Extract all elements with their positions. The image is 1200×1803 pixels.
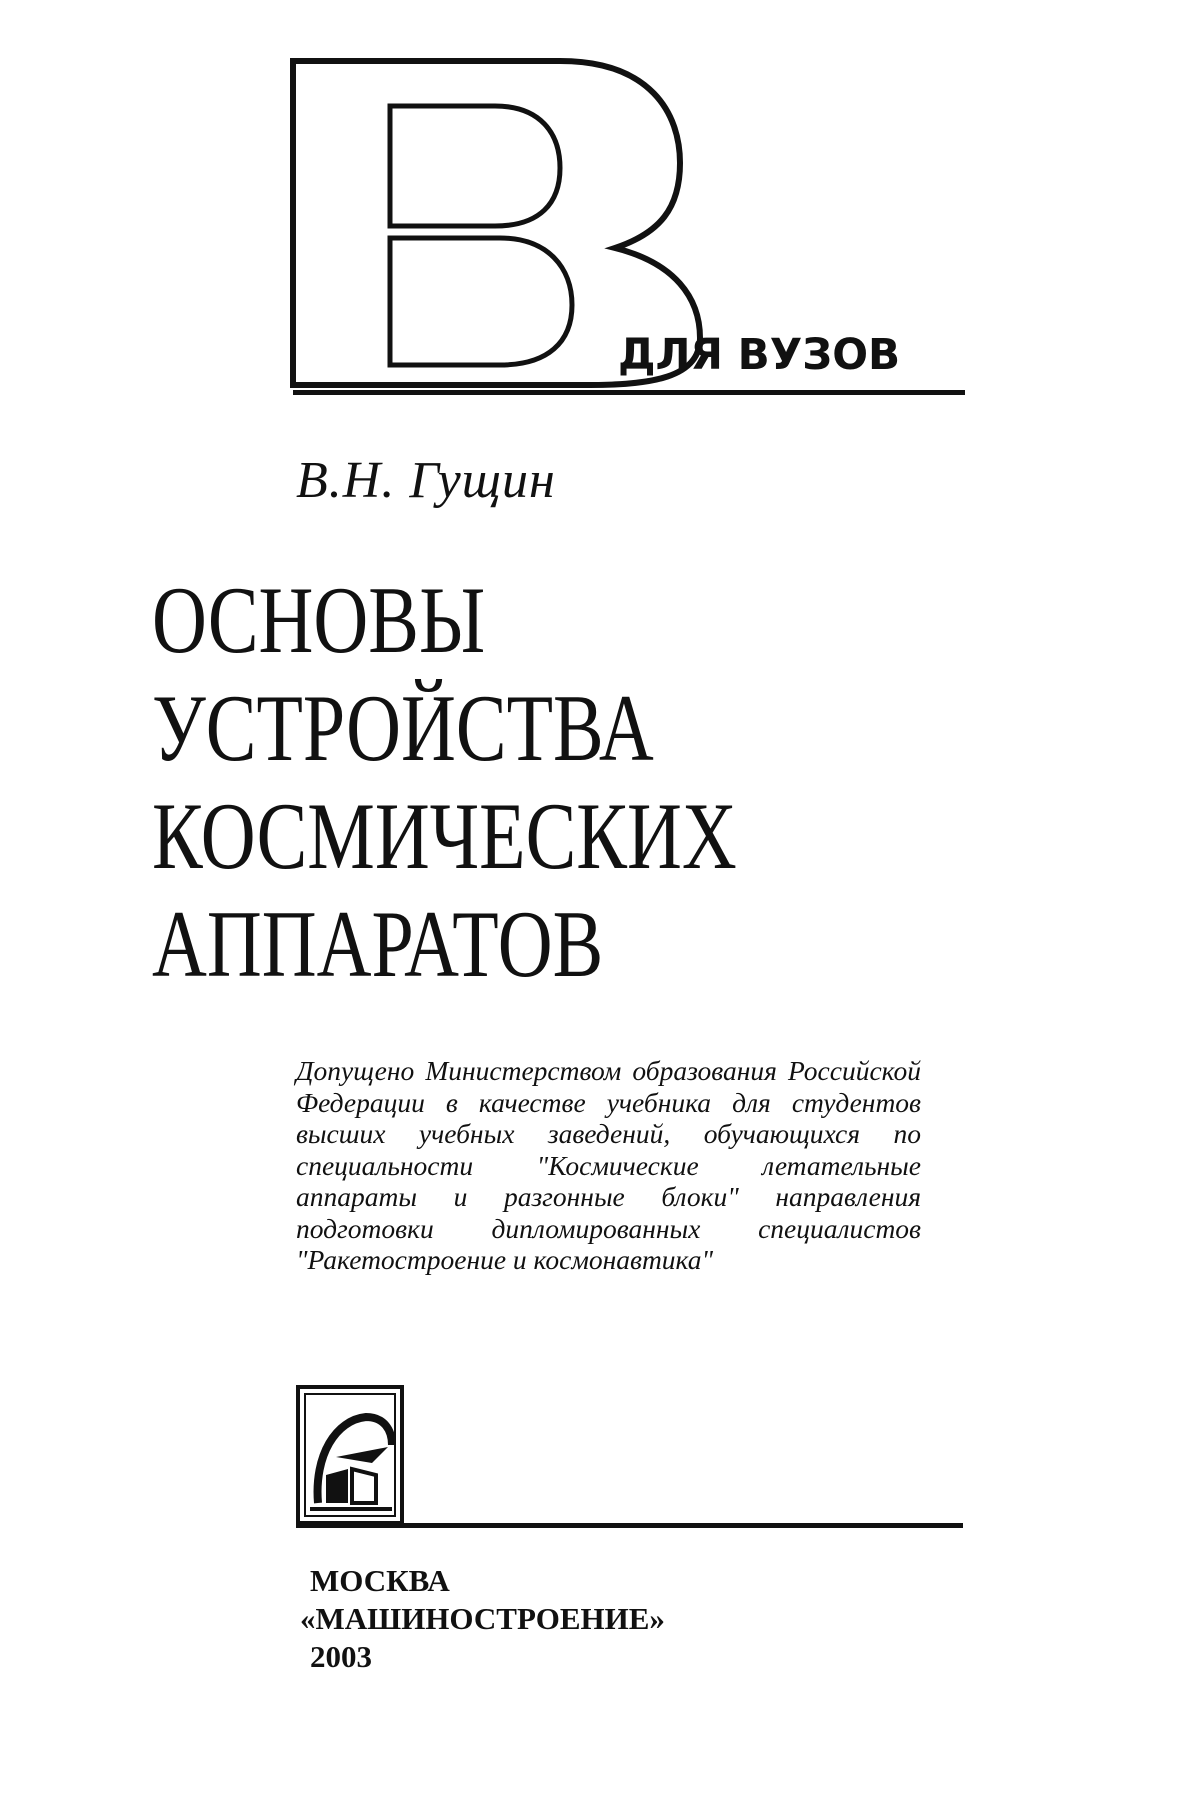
approval-statement: Допущено Министерством образования Российской Федерации в качестве учебника для студентов высших учебных заведений, обучающихся по специальности "Космические летательные аппараты и разгонные блоки" направления подготовки дипломированных специалистов "Ракетостроение и космонавтика" xyxy=(296,1055,921,1275)
imprint-divider xyxy=(296,1523,963,1528)
series-label: ДЛЯ ВУЗОВ xyxy=(618,330,901,380)
series-divider xyxy=(293,390,965,395)
title-line-1: ОСНОВЫ xyxy=(152,567,486,673)
title-line-3: КОСМИЧЕСКИХ xyxy=(152,783,737,889)
title-line-4: АППАРАТОВ xyxy=(152,891,604,997)
imprint xyxy=(300,1562,665,1676)
author-name: В.Н. Гущин xyxy=(296,452,556,509)
publisher-emblem-icon xyxy=(296,1385,404,1525)
imprint-publisher: «МАШИНОСТРОЕНИЕ» xyxy=(300,1601,665,1636)
imprint-city: МОСКВА xyxy=(310,1563,450,1598)
title-line-2: УСТРОЙСТВА xyxy=(152,675,654,781)
imprint-year: 2003 xyxy=(310,1639,372,1674)
book-title xyxy=(152,566,737,998)
